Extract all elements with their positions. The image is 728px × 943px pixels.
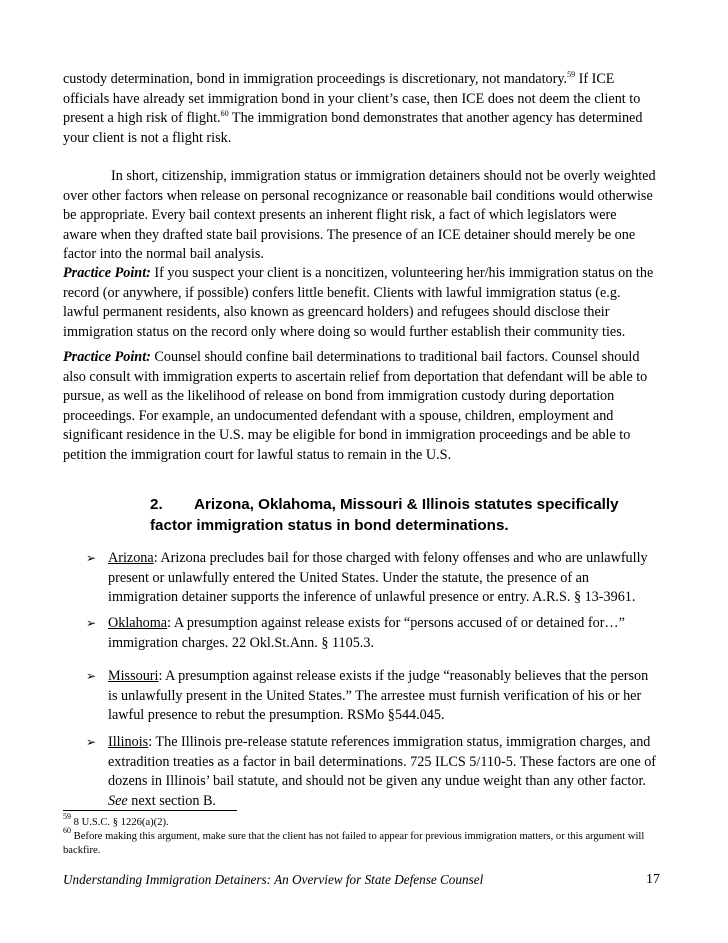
section-heading bbox=[150, 494, 619, 536]
arrow-bullet-icon: ➢ bbox=[86, 735, 97, 749]
practice-point-1 bbox=[63, 264, 669, 342]
practice-point-label: Practice Point: bbox=[63, 349, 151, 365]
text-line: immigration status on the record only where doing so would further establish their community ties. bbox=[63, 323, 626, 340]
running-footer-title: Understanding Immigration Detainers: An Overview for State Defense Counsel bbox=[63, 872, 484, 887]
arrow-bullet-icon: ➢ bbox=[86, 551, 97, 565]
text-line: officials have already set immigration bond in your client’s case, then ICE does not deem the client to bbox=[63, 90, 641, 107]
text-line: Practice Point: If you suspect your client is a noncitizen, volunteering her/his immigration status on the bbox=[63, 265, 654, 281]
text-line: is unlawfully present in the United States.” The arrestee must furnish verification of his or her bbox=[108, 687, 642, 704]
text-line: aware when they drafted state bail provisions. The presence of an ICE detainer should merely be one bbox=[63, 226, 636, 243]
page-number: 17 bbox=[646, 872, 660, 887]
state-name: Oklahoma bbox=[108, 615, 168, 631]
section-number: 2. bbox=[150, 496, 163, 513]
text-line: backfire. bbox=[63, 845, 101, 856]
section-title-line: factor immigration status in bond determinations. bbox=[150, 517, 509, 534]
text-line: record (or anywhere, if possible) confers little benefit. Clients with lawful immigration status (e.g. bbox=[63, 284, 621, 301]
footnote-60: $^{60}$ Before making this argument, make sure that the client has not failed to appear for previous immigration matters, or this argument will backfire. bbox=[63, 826, 645, 856]
arrow-bullet-icon: ➢ bbox=[86, 669, 97, 683]
text-line: extradition treaties as a factor in bail determinations. 725 ILCS 5/110-5. These factors are one of bbox=[108, 753, 657, 770]
state-name: Illinois bbox=[108, 734, 149, 750]
arrow-bullet-icon: ➢ bbox=[86, 616, 97, 630]
text-line: See next section B. bbox=[108, 792, 216, 809]
practice-point-label: Practice Point: bbox=[63, 265, 151, 281]
text-line: pursue, as well as the likelihood of release on bond from immigration custody during deportation bbox=[63, 388, 615, 405]
text-line: custody determination, bond in immigration proceedings is discretionary, not mandatory.$^{59}$ If ICE bbox=[63, 70, 615, 87]
paragraph-bond-discretionary bbox=[63, 70, 669, 148]
practice-point-2 bbox=[63, 348, 669, 466]
section-title-line: Arizona, Oklahoma, Missouri & Illinois statutes specifically bbox=[194, 496, 619, 513]
text-line: petition the immigration court for lawful status to remain in the U.S. bbox=[63, 446, 452, 463]
state-name: Arizona bbox=[108, 550, 154, 566]
footnote-number: 60 bbox=[63, 826, 71, 835]
state-name: Missouri bbox=[108, 668, 159, 684]
footnote-ref-60[interactable]: 60 bbox=[220, 109, 229, 119]
footnote-ref-59[interactable]: 59 bbox=[567, 70, 576, 79]
footnote-59: $^{59}$ 8 U.S.C. § 1226(a)(2). bbox=[63, 812, 169, 828]
text-line: be appropriate. Every bail context presents an inherent flight risk, a fact of which legislators were bbox=[63, 207, 617, 224]
text-line: lawful permanent residents, also known as greencard holders) and refugees should disclose their bbox=[63, 304, 610, 321]
document-page: custody determination, bond in immigration proceedings is discretionary, not mandatory.$^{59}$ If ICE officials have already set immigration bond in your client’s case, then ICE does not deem the client to present a high risk of flight.$^{60}$ The immigration bond demonstrates that another agency has determined your client is not a flight risk. In short, citizenship, immigration status or immigration detainers should not be overly weighted over other factors when release on personal recognizance or reasonable bail conditions would otherwise be appropriate. Every bail context presents an inherent flight risk, a fact of which legislators were aware when they drafted state bail provisions. The presence of an ICE detainer should merely be one factor into the normal bail analysis. Practice Point: If you suspect your client is a noncitizen, volunteering her/his immigration status on the record (or anywhere, if possible) confers little benefit. Clients with lawful immigration status (e.g. lawful permanent residents, also known as greencard holders) and refugees should disclose their immigration status on the record only where doing so would further establish their community ties. Practice Point: Counsel should confine bail determinations to traditional bail factors. Counsel should also consult with immigration experts to ascertain relief from deportation that defendant will be able to pursue, as well as the likelihood of release on bond from immigration custody during deportation proceedings. For example, an undocumented defendant with a spouse, children, employment and significant residence in the U.S. may be eligible for bond in immigration proceedings and be able to petition the immigration court for lawful status to remain in the U.S. 2. Arizona, Oklahoma, Missouri & Illinois statutes specifically factor immigration status in bond determinations. ➢ Arizona: Arizona precludes bail for those charged with felony offenses and who are unlawfully present or unlawfully entered the United States. Under the statute, the presence of an immigration detainer supports the inference of unlawful presence or entry. A.R.S. § 13-3961. ➢ Oklahoma: A presumption against release exists for “persons accused of or detained for…” immigration charges. 22 Okl.St.Ann. § 1105.3. ➢ Missouri: A presumption against release exists if the judge “reasonably believes that the person is unlawfully present in the United States.” The arrestee must furnish verification of his or her lawful presence to rebut the presumption. RSMo §544.045. ➢ Illinois: The Illinois pre-release statute references immigration status, immigration charges, and extradition treaties as a factor in bail determinations. 725 ILCS 5/110-5. These factors are one of dozens in Illinois’ bail statute, and should not be given any undue weight than any other factor. See next section B. $^{59}$ 8 U.S.C. § 1226(a)(2). $^{60}$ Before making this argument, make sure that the client has not failed to appear for previous immigration matters, or this argument will backfire. Understanding Immigration Detainers: An Overview for State Defense Counsel 17 bbox=[0, 0, 728, 943]
text-line: lawful presence to rebut the presumption. RSMo §544.045. bbox=[108, 707, 445, 724]
text-line: significant residence in the U.S. may be eligible for bond in immigration proceedings and be able to bbox=[63, 427, 631, 444]
see-signal: See bbox=[108, 792, 128, 809]
paragraph-in-short bbox=[63, 167, 669, 265]
text-line: Practice Point: Counsel should confine bail determinations to traditional bail factors. Counsel should bbox=[63, 349, 640, 365]
text-line: your client is not a flight risk. bbox=[63, 129, 232, 146]
text-line: In short, citizenship, immigration status or immigration detainers should not be overly weighted bbox=[111, 168, 656, 184]
footnote-number: 59 bbox=[63, 812, 71, 821]
text-line: dozens in Illinois’ bail statute, and should not be given any undue weight than any other factor. bbox=[108, 773, 646, 790]
text-line: over other factors when release on personal recognizance or reasonable bail conditions would otherwise bbox=[63, 187, 653, 204]
text-line: factor into the normal bail analysis. bbox=[63, 246, 264, 263]
text-line: proceedings. For example, an undocumented defendant with a spouse, children, employment and bbox=[63, 407, 614, 424]
text-line: present a high risk of flight.$^{60}$ The immigration bond demonstrates that another agency has determined bbox=[63, 109, 643, 127]
text-line: immigration charges. 22 Okl.St.Ann. § 1105.3. bbox=[108, 634, 374, 651]
footnote-divider bbox=[63, 810, 237, 811]
text-line: also consult with immigration experts to ascertain relief from deportation that defendant will be able to bbox=[63, 368, 648, 385]
text-line: immigration detainer supports the inference of unlawful presence or entry. A.R.S. § 13-3961. bbox=[108, 589, 636, 606]
text-line: present or unlawfully entered the United States. Under the statute, the presence of an bbox=[108, 569, 590, 586]
